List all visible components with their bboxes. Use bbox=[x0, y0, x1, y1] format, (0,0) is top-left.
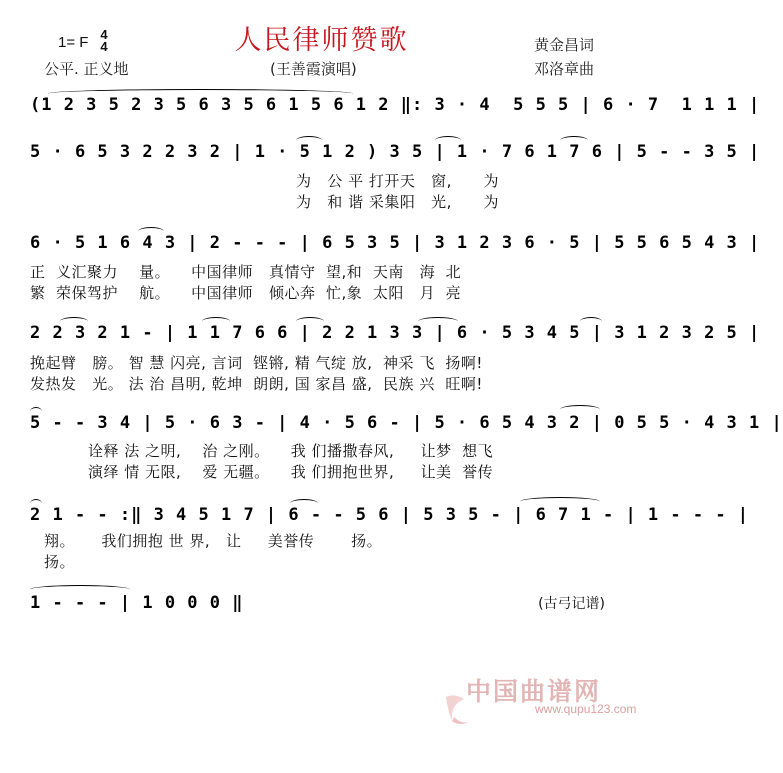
slur-mark bbox=[48, 89, 353, 98]
score-line-6-notes: 2 1 - - :‖ 3 4 5 1 7 | 6 - - 5 6 | 5 3 5 - | 6 7 1 - | 1 - - - | bbox=[30, 505, 750, 525]
score-line-1-notes: (1 2 3 5 2 3 5 6 3 5 6 1 5 6 1 2 ‖: 3 · 4 5 5 5 | 6 · 7 1 1 1 | bbox=[30, 95, 761, 115]
score-line-5-lyrics-verse-1: 诠释 法 之明, 治 之刚。 我 们播撒春风, 让梦 想飞 bbox=[88, 442, 494, 460]
time-signature-top: 4 bbox=[100, 27, 108, 42]
score-line-2-lyrics-verse-1: 为 公 平 打开天 窗, 为 bbox=[296, 172, 500, 190]
slur-mark bbox=[290, 499, 318, 508]
time-signature bbox=[97, 29, 111, 53]
key-signature: 1= F bbox=[58, 34, 89, 51]
transcriber-credit: (古弓记谱) bbox=[538, 596, 605, 612]
slur-mark bbox=[202, 317, 230, 326]
tempo-style: 公平. 正义地 bbox=[44, 60, 129, 78]
slur-mark bbox=[418, 317, 458, 326]
slur-mark bbox=[435, 136, 461, 145]
singer-credit: (王善霞演唱) bbox=[270, 60, 357, 78]
score-line-3-lyrics-verse-2: 繁 荣保驾护 航。 中国律师 倾心奔 忙,象 太阳 月 亮 bbox=[30, 284, 462, 302]
score-line-6-lyrics-verse-1: 翔。 我们拥抱 世 界, 让 美誉传 扬。 bbox=[44, 532, 383, 550]
score-line-6-lyrics-verse-2: 扬。 bbox=[44, 553, 76, 571]
watermark bbox=[430, 672, 640, 718]
score-line-4-lyrics-verse-2: 发热发 光。 法 治 昌明, 乾坤 朗朗, 国 家昌 盛, 民族 兴 旺啊! bbox=[30, 375, 483, 393]
score-line-4-lyrics-verse-1: 挽起臂 膀。 智 慧 闪亮, 言词 铿锵, 精 气绽 放, 神采 飞 扬啊! bbox=[30, 354, 483, 372]
score-line-5-notes: 5 - - 3 4 | 5 · 6 3 - | 4 · 5 6 - | 5 · 6 5 4 3 2 | 0 5 5 · 4 3 1 | bbox=[30, 413, 783, 433]
slur-mark bbox=[60, 317, 88, 326]
composer-credit: 邓洛章曲 bbox=[534, 60, 595, 78]
score-line-3-lyrics-verse-1: 正 义汇聚力 量。 中国律师 真情守 望,和 天南 海 北 bbox=[30, 263, 462, 281]
slur-mark bbox=[30, 407, 42, 416]
slur-mark bbox=[296, 317, 324, 326]
watermark-brand: 中国曲谱网 bbox=[466, 677, 602, 706]
score-line-2-lyrics-verse-2: 为 和 谐 采集阳 光, 为 bbox=[296, 193, 500, 211]
time-signature-bottom: 4 bbox=[100, 39, 108, 54]
slur-mark bbox=[580, 317, 602, 326]
slur-mark bbox=[296, 136, 322, 145]
score-line-7-notes: 1 - - - | 1 0 0 0 ‖ bbox=[30, 593, 244, 613]
score-line-3-notes: 6 · 5 1 6 4 3 | 2 - - - | 6 5 3 5 | 3 1 2 3 6 · 5 | 5 5 6 5 4 3 | bbox=[30, 233, 761, 253]
slur-mark bbox=[138, 227, 164, 236]
song-title: 人民律师赞歌 bbox=[234, 25, 409, 56]
score-line-5-lyrics-verse-2: 演绎 情 无限, 爱 无疆。 我 们拥抱世界, 让美 誉传 bbox=[88, 463, 494, 481]
slur-mark bbox=[560, 136, 588, 145]
lyricist-credit: 黄金昌词 bbox=[534, 36, 595, 54]
slur-mark bbox=[520, 497, 600, 506]
watermark-url: www.qupu123.com bbox=[535, 702, 637, 716]
score-line-4-notes: 2 2 3 2 1 - | 1 1 7 6 6 | 2 2 1 3 3 | 6 · 5 3 4 5 | 3 1 2 3 2 5 | bbox=[30, 323, 761, 343]
slur-mark bbox=[30, 585, 130, 594]
slur-mark bbox=[560, 405, 600, 414]
slur-mark bbox=[30, 499, 42, 508]
score-line-2-notes: 5 · 6 5 3 2 2 3 2 | 1 · 5 1 2 ) 3 5 | 1 · 7 6 1 7 6 | 5 - - 3 5 | bbox=[30, 142, 761, 162]
